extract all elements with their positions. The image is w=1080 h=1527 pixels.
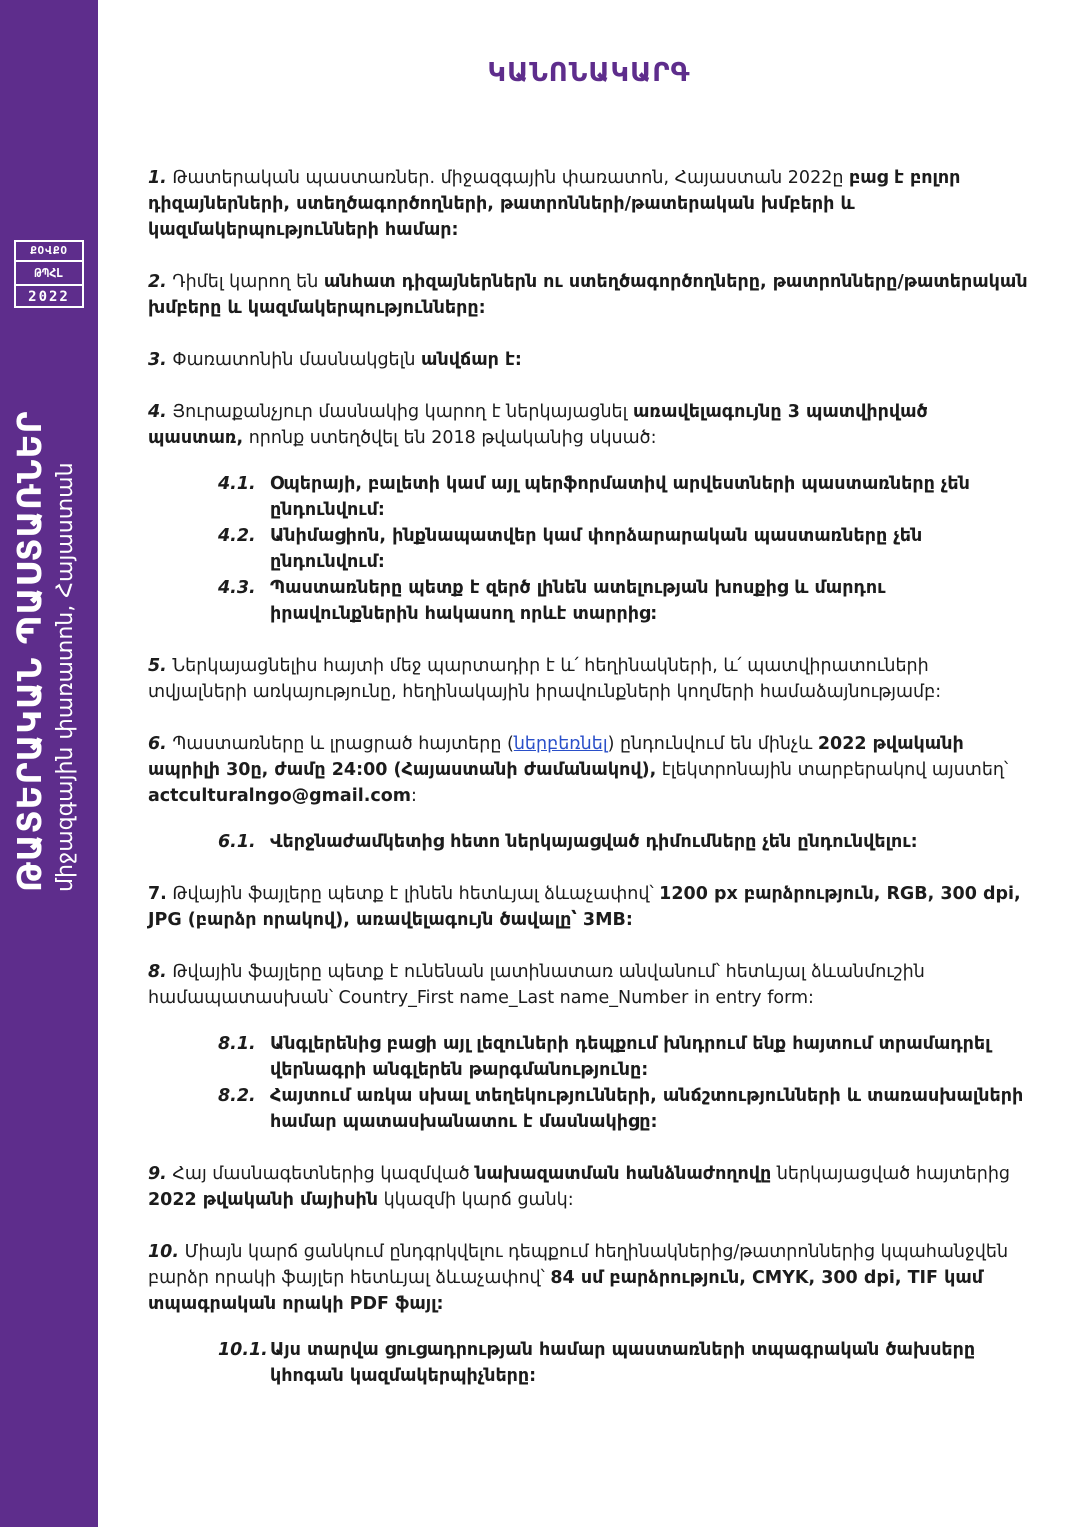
rule-3 [148,347,1028,373]
subrule [148,1031,1028,1083]
logo-line-2: ԹՊՀԼ [16,262,82,286]
rule-bold-text: բաց է բոլոր դիզայներների, ստեղծագործողների, թատրոնների/թատերական խմբերի և կազմակերպությունների համար: [148,168,961,240]
subrule [148,523,1028,575]
rule-6-subitems [148,829,1028,855]
rule-number: 9. [148,1164,167,1184]
rule-text: Հայ մասնագետներից կազմված [172,1164,476,1184]
rule-bold-text-2: 2022 թվականի մայիսին [148,1190,378,1210]
logo-line-1: ՔՕՎՔՕ [16,242,82,262]
rule-number: 2. [148,272,167,292]
logo-year: 2022 [28,289,70,305]
rule-number: 3. [148,350,167,370]
festival-logo [14,240,84,308]
rule-number: 8. [148,962,167,982]
subrule-text: Հայտում առկա սխալ տեղեկությունների, անճշտությունների և տառասխալների համար պատասխանատու է մասնակիցը: [270,1086,1024,1132]
rule-5 [148,653,1028,705]
rule-number: 7. [148,884,167,904]
rule-text: Թվային ֆայլերը պետք է ունենան լատինատառ անվանում՝ հետևյալ ձևանմուշին համապատասխան՝ Country_First name_Last name_Number in entry form: [148,962,925,1008]
rule-text: Փառատոնին մասնակցելն [172,350,422,370]
rule-9 [148,1161,1028,1213]
rule-10-subitems [148,1337,1028,1389]
rule-text-2: ) ընդունվում են մինչև [607,734,818,754]
subrule-text: Վերջնաժամկետից հետո ներկայացված դիմումները չեն ընդունվելու: [270,832,918,852]
rule-text-2: ներկայացված հայտերից [771,1164,1011,1184]
subrule-number: 4.3. [218,578,256,598]
rule-text: Դիմել կարող են [172,272,324,292]
rule-8 [148,959,1028,1011]
subrule-number: 8.2. [218,1086,256,1106]
rule-text: Թվային ֆայլերը պետք է լինեն հետևյալ ձևաչափով՝ [172,884,660,904]
subrule [148,1083,1028,1135]
rule-text: Յուրաքանչյուր մասնակից կարող է ներկայացնել [172,402,633,422]
rule-bold-text: 1200 px բարձրություն, RGB, 300 dpi, JPG (բարձր որակով), առավելագույն ծավալը՝ 3MB: [148,884,1021,930]
rule-7 [148,881,1028,933]
page-title: ԿԱՆՈՆԱԿԱՐԳ [487,58,691,88]
subrule-number: 4.1. [218,474,256,494]
rule-10 [148,1239,1028,1317]
rule-bold-text: առավելագույնը 3 պատվիրված պաստառ, [148,402,928,448]
rule-text-3: էլեկտրոնային տարբերակով այստեղ՝ [656,760,1009,780]
subrule [148,1337,1028,1389]
festival-subtitle: միջազգային փառատոն, Հայաստան [53,462,78,892]
rule-text: Ներկայացնելիս հայտի մեջ պարտադիր է և՛ հեղինակների, և՛ պատվիրատուների տվյալների առկայությունը, հեղինակային իրավունքների կողմերի համաձայնությամբ: [148,656,942,702]
subrule-text: Անգլերենից բացի այլ լեզուների դեպքում խնդրում ենք հայտում տրամադրել վերնագրի անգլերեն թարգմանությունը: [270,1034,991,1080]
rule-text: Պաստառները և լրացրած հայտերը ( [172,734,514,754]
rule-text: Թատերական պաստառներ. միջազգային փառատոն, Հայաստան 2022ը [172,168,849,188]
download-link[interactable]: ներբեռնել [513,734,608,754]
rule-4-subitems [148,471,1028,627]
rule-1 [148,165,1028,243]
rule-text-3: կկազմի կարճ ցանկ: [378,1190,574,1210]
rule-number: 6. [148,734,167,754]
rule-number: 1. [148,168,167,188]
sidebar-vertical-title [9,352,89,892]
rule-bold-text: անվճար է: [421,350,522,370]
subrule-text: Օպերայի, բալետի կամ այլ պերֆորմատիվ արվեստների պաստառները չեն ընդունվում: [270,474,970,520]
subrule [148,575,1028,627]
subrule [148,829,1028,855]
rule-number: 5. [148,656,167,676]
festival-title: ԹԱՏԵՐԱԿԱՆ ՊԱՍՏԱՌՆԵՐ [10,410,49,892]
rule-text: Միայն կարճ ցանկում ընդգրկվելու դեպքում հեղինակներից/թատրոններից կպահանջվեն բարձր որակի ֆայլեր հետևյալ ձևաչափով՝ [148,1242,1009,1288]
contact-email: actculturalngo@gmail.com [148,786,411,806]
subrule-text: Այս տարվա ցուցադրության համար պաստառների տպագրական ծախսերը կհոգան կազմակերպիչները: [270,1340,976,1386]
rule-number: 4. [148,402,167,422]
rule-2 [148,269,1028,321]
subrule-number: 4.2. [218,526,256,546]
rule-text-4: : [411,786,417,806]
subrule [148,471,1028,523]
rule-bold-text: անհատ դիզայներներն ու ստեղծագործողները, թատրոնները/թատերական խմբերը և կազմակերպությունները: [148,272,1028,318]
rule-8-subitems [148,1031,1028,1135]
subrule-number: 10.1. [218,1340,268,1360]
sidebar [0,0,98,1527]
rules-content [148,165,1028,1415]
subrule-number: 8.1. [218,1034,256,1054]
subrule-text: Անիմացիոն, ինքնապատվեր կամ փորձարարական պաստառները չեն ընդունվում: [270,526,923,572]
rule-text-2: որոնք ստեղծվել են 2018 թվականից սկսած: [243,428,657,448]
subrule-number: 6.1. [218,832,256,852]
subrule-text: Պաստառները պետք է զերծ լինեն ատելության խոսքից և մարդու իրավունքներին հակասող որևէ տարրից: [270,578,886,624]
rule-deadline: 2022 թվականի ապրիլի 30ը, ժամը 24:00 (Հայաստանի ժամանակով), [148,734,964,780]
rule-number: 10. [148,1242,180,1262]
rule-6 [148,731,1028,809]
rule-4 [148,399,1028,451]
rule-bold-text: 84 սմ բարձրություն, CMYK, 300 dpi, TIF կամ տպագրական որակի PDF ֆայլ: [148,1268,984,1314]
rule-bold-text: նախազատման հանձնաժողովը [475,1164,772,1184]
